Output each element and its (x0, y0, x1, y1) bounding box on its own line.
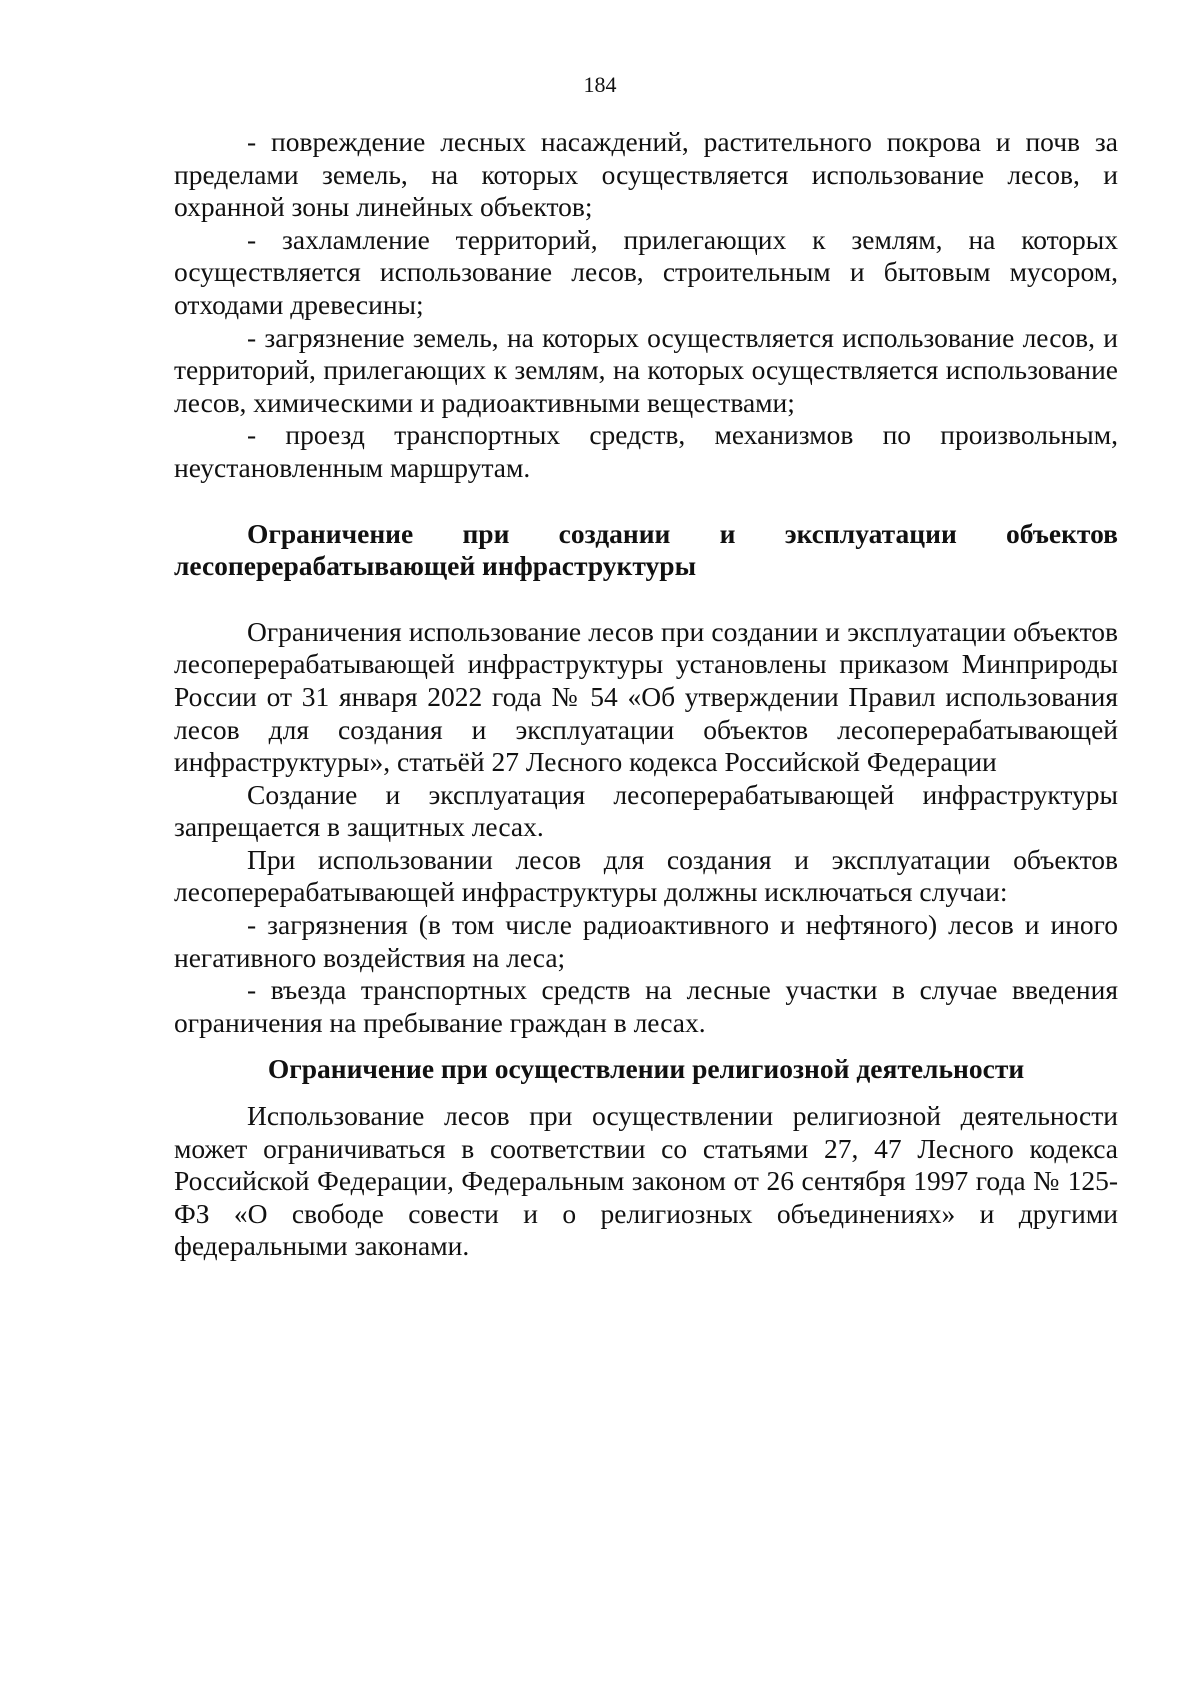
section-heading: Ограничение при осуществлении религиозной деятельности (267, 1053, 1025, 1085)
paragraph: Создание и эксплуатация лесоперерабатывающей инфраструктуры запрещается в защитных лесах. (174, 778, 1118, 843)
page-number: 184 (583, 72, 617, 97)
paragraph: Ограничения использование лесов при создании и эксплуатации объектов лесоперерабатывающей инфраструктуры установлены приказом Минприроды России от 31 января 2022 года № 54 «Об утверждении Правил использования лесов для создания и эксплуатации объектов лесоперерабатывающей инфраструктуры», статьёй 27 Лесного кодекса Российской Федерации (174, 615, 1118, 778)
spacer (174, 1086, 1118, 1100)
list-item: - повреждение лесных насаждений, растительного покрова и почв за пределами земель, на которых осуществляется использование лесов, и охранной зоны линейных объектов; (174, 126, 1118, 223)
list-item: - захламление территорий, прилегающих к землям, на которых осуществляется использование лесов, строительным и бытовым мусором, отходами древесины; (174, 223, 1118, 320)
paragraph: При использовании лесов для создания и эксплуатации объектов лесоперерабатывающей инфраструктуры должны исключаться случаи: (174, 843, 1118, 908)
list-item: - въезда транспортных средств на лесные участки в случае введения ограничения на пребывание граждан в лесах. (174, 974, 1118, 1038)
paragraph: Использование лесов при осуществлении религиозной деятельности может ограничиваться в соответствии со статьями 27, 47 Лесного кодекса Российской Федерации, Федеральным законом от 26 сентября 1997 года № 125-ФЗ «О свободе совести и о религиозных объединениях» и другими федеральными законами. (174, 1100, 1118, 1262)
spacer (174, 485, 1118, 518)
list-item: - загрязнение земель, на которых осуществляется использование лесов, и территорий, прилегающих к землям, на которых осуществляется использование лесов, химическими и радиоактивными веществами; (174, 321, 1118, 418)
list-item: - проезд транспортных средств, механизмов по произвольным, неустановленным маршрутам. (174, 419, 1118, 483)
document-body (174, 126, 1118, 1263)
list-item: - загрязнения (в том числе радиоактивного и нефтяного) лесов и иного негативного воздействия на леса; (174, 909, 1118, 973)
spacer (174, 583, 1118, 616)
spacer (174, 1039, 1118, 1053)
section-heading: Ограничение при создании и эксплуатации объектов лесоперерабатывающей инфраструктуры (174, 517, 1118, 582)
